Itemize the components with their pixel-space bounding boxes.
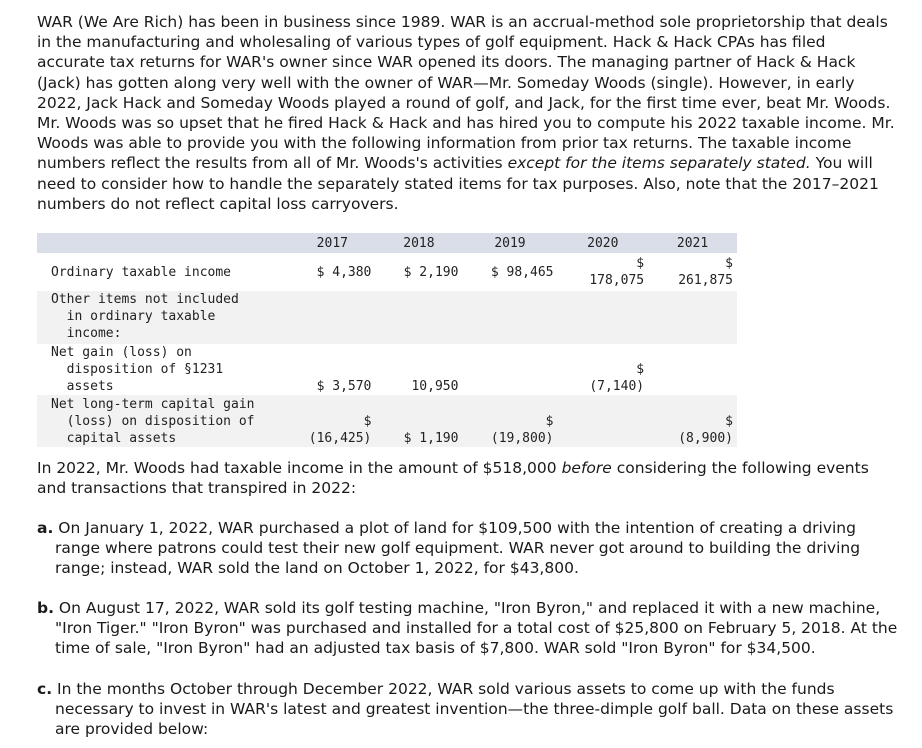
cell-2020 xyxy=(558,395,649,447)
item-text: On August 17, 2022, WAR sold its golf testing machine, "Iron Byron," and replaced it with a new machine, "Iron Tiger." "Iron Byron" was purchased and installed for a total cost of $25,800 on February 5, 2018. At the time of sale, "Iron Byron" had an adjusted tax basis of $7,800. WAR sold "Iron Byron" for $34,500. xyxy=(55,599,898,658)
row-label: Other items not included in ordinary taxable income: xyxy=(37,291,289,344)
item-letter: b. xyxy=(37,599,54,617)
cell-2018: 10,950 xyxy=(411,379,459,394)
intro-text-end: You will need to consider how to handle the separately stated items for tax purposes. Also, note that the 2017–2021 numbers do not reflect capital loss carryovers. xyxy=(37,154,879,213)
prior-returns-table xyxy=(37,233,737,447)
events-intro-paragraph xyxy=(37,458,897,498)
header-label-cell xyxy=(37,233,289,253)
header-2017: 2017 xyxy=(289,233,375,253)
table-row-other-items xyxy=(37,291,737,344)
cell-2017: $ 4,380 xyxy=(316,264,372,280)
cell-2021: $ 261,875 xyxy=(678,256,733,288)
header-2021: 2021 xyxy=(648,233,737,253)
item-b xyxy=(37,598,905,659)
cell-2017: $ (16,425) xyxy=(289,395,375,447)
row-label: Ordinary taxable income xyxy=(51,264,232,280)
header-2019: 2019 xyxy=(462,233,557,253)
cell-2021: $ (8,900) xyxy=(648,395,737,447)
empty-cell xyxy=(289,291,375,344)
table-header-row xyxy=(37,233,737,253)
empty-cell xyxy=(558,291,649,344)
table-row-ltcg xyxy=(37,395,737,447)
item-a xyxy=(37,518,905,579)
events-intro-text-end: considering the following events and transactions that transpired in 2022: xyxy=(37,459,869,498)
intro-text: WAR (We Are Rich) has been in business since 1989. WAR is an accrual-method sole proprietorship that deals in the manufacturing and wholesaling of various types of golf equipment. Hack & Hack CPAs has filed accurate tax returns for WAR's owner since WAR opened its doors. The managing partner of Hack & Hack (Jack) has gotten along very well with the owner of WAR—Mr. Someday Woods (single). However, in early 2022, Jack Hack and Someday Woods played a round of golf, and Jack, for the first time ever, beat Mr. Woods. Mr. Woods was so upset that he fired Hack & Hack and has hired you to compute his 2022 taxable income. Mr. Woods was able to provide you with the following information from prior tax returns. The taxable income numbers reflect the results from all of Mr. Woods's activities xyxy=(37,13,895,173)
cell-2019 xyxy=(462,344,557,395)
item-text: In the months October through December 2022, WAR sold various assets to come up with the funds necessary to invest in WAR's latest and greatest invention—the three-dimple golf ball. Data on these assets are provided below: xyxy=(55,680,894,739)
intro-emphasis: except for the items separately stated. xyxy=(507,154,811,173)
table-row-ordinary xyxy=(37,253,737,291)
header-2020: 2020 xyxy=(558,233,649,253)
item-letter: a. xyxy=(37,519,54,537)
item-c xyxy=(37,679,905,740)
prior-returns-table-wrap xyxy=(37,233,737,447)
item-letter: c. xyxy=(37,680,53,698)
cell-2021 xyxy=(648,344,737,395)
empty-cell xyxy=(462,291,557,344)
intro-paragraph xyxy=(37,12,897,214)
empty-cell xyxy=(375,291,462,344)
row-label: Net gain (loss) on disposition of §1231 assets xyxy=(51,345,224,394)
table-row-1231 xyxy=(37,344,737,395)
header-2018: 2018 xyxy=(375,233,462,253)
cell-2019: $ (19,800) xyxy=(462,395,557,447)
cell-2018: $ 1,190 xyxy=(375,395,462,447)
cell-2018: $ 2,190 xyxy=(403,264,459,280)
row-label: Net long-term capital gain (loss) on disposition of capital assets xyxy=(37,395,289,447)
empty-cell xyxy=(648,291,737,344)
cell-2017: $ 3,570 xyxy=(316,379,372,394)
cell-2020: $ 178,075 xyxy=(589,256,645,288)
events-intro-emphasis: before xyxy=(561,459,612,477)
item-text: On January 1, 2022, WAR purchased a plot of land for $109,500 with the intention of creating a driving range where patrons could test their new golf equipment. WAR never got around to building the driving range; instead, WAR sold the land on October 1, 2022, for $43,800. xyxy=(55,519,861,578)
cell-2019: $ 98,465 xyxy=(490,264,554,280)
cell-2020: $ (7,140) xyxy=(589,362,645,394)
events-intro-text: In 2022, Mr. Woods had taxable income in the amount of $518,000 xyxy=(37,459,562,477)
